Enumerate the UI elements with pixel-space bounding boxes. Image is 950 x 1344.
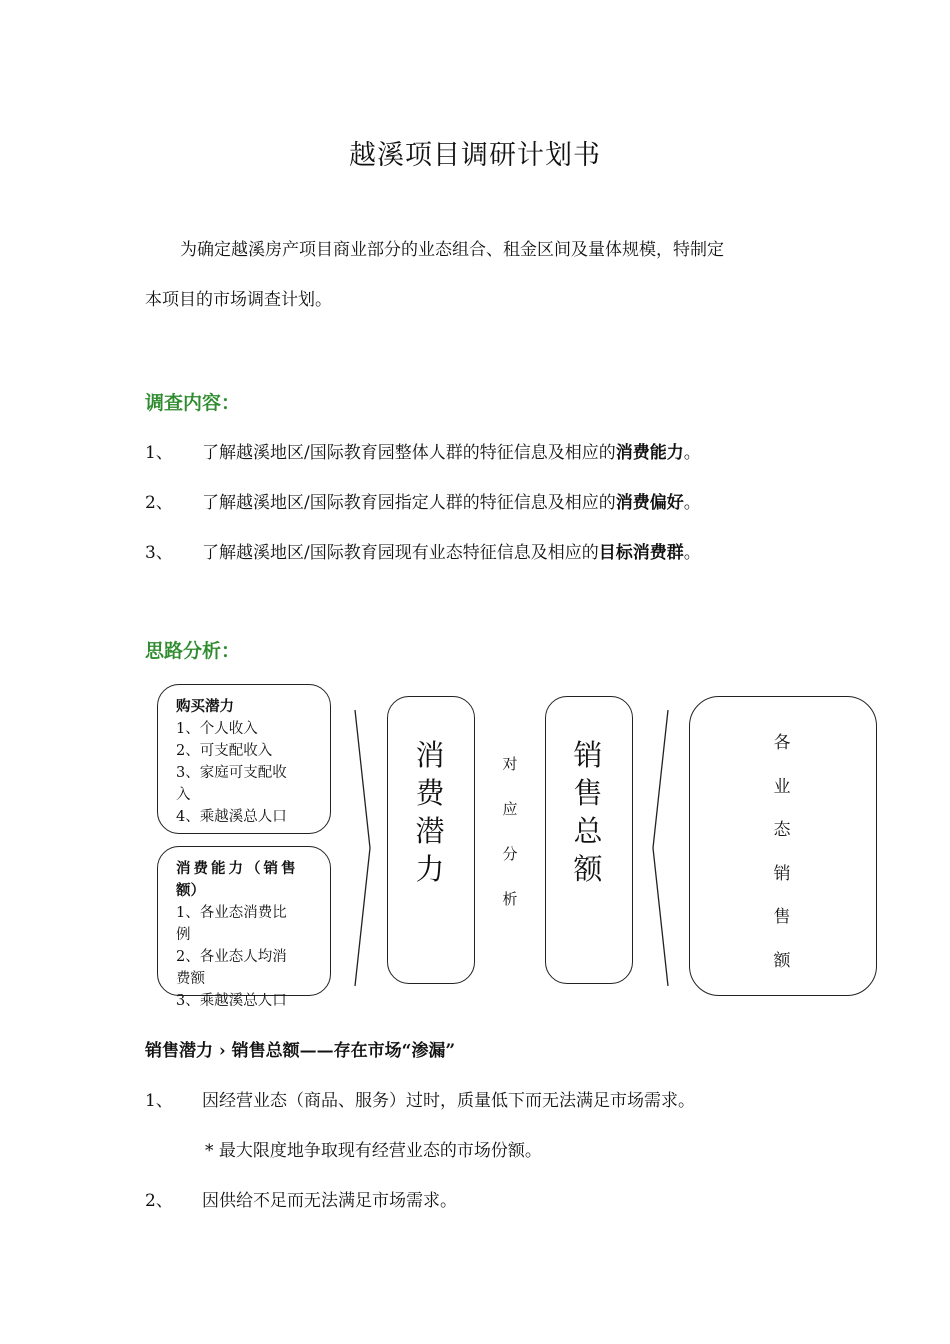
- purchase-potential-line: 2、可支配收入: [176, 743, 273, 759]
- survey-item-2-text: 了解越溪地区/国际教育园指定人群的特征信息及相应的: [202, 493, 616, 513]
- right-chevron-arrow: [350, 708, 375, 988]
- format-char: 业: [773, 776, 791, 797]
- format-char: 各: [773, 733, 791, 753]
- consumption-potential-label: [410, 736, 450, 888]
- format-char: 销: [773, 863, 791, 884]
- conclusion-item-1-number: 1、: [145, 1091, 173, 1111]
- survey-item-2-keyword: 消费偏好: [615, 493, 684, 513]
- survey-item-3-number: 3、: [145, 543, 173, 563]
- survey-heading: 调查内容：: [145, 392, 241, 414]
- survey-item-1-end: 。: [683, 443, 701, 463]
- purchase-potential-line: 入: [176, 787, 191, 803]
- consumption-capacity-line: 费额: [176, 971, 205, 987]
- purchase-potential-title: 购买潜力: [176, 698, 234, 715]
- consumption-capacity-title-cont: 额）: [176, 882, 205, 899]
- consumption-capacity-title: 消费能力（销售: [176, 860, 299, 877]
- survey-item-1: [202, 438, 701, 463]
- document-title: 越溪项目调研计划书: [349, 140, 601, 171]
- sales-char: 额: [573, 852, 603, 886]
- format-char: 态: [773, 820, 791, 840]
- potential-char: 力: [415, 852, 445, 886]
- purchase-potential-line: 4、乘越溪总人口: [176, 809, 287, 825]
- format-char: 额: [773, 950, 791, 971]
- potential-char: 费: [415, 776, 445, 810]
- intro-line-2: 本项目的市场调查计划。: [145, 290, 332, 310]
- survey-item-2-number: 2、: [145, 493, 173, 513]
- survey-item-3-keyword: 目标消费群: [598, 543, 684, 563]
- survey-item-3-end: 。: [683, 543, 701, 563]
- conclusion-heading: 销售潜力 › 销售总额——存在市场“渗漏”: [145, 1041, 456, 1061]
- sales-char: 售: [573, 776, 603, 810]
- conclusion-note: * 最大限度地争取现有经营业态的市场份额。: [205, 1141, 542, 1161]
- consumption-capacity-line: 例: [176, 927, 191, 943]
- left-chevron-arrow: [650, 708, 675, 988]
- survey-item-1-text: 了解越溪地区/国际教育园整体人群的特征信息及相应的: [202, 443, 616, 463]
- survey-item-3-text: 了解越溪地区/国际教育园现有业态特征信息及相应的: [202, 543, 599, 563]
- sales-char: 总: [573, 814, 603, 848]
- purchase-potential-line: 3、家庭可支配收: [176, 765, 287, 781]
- format-char: 售: [773, 907, 791, 927]
- middle-char: 分: [502, 845, 518, 863]
- middle-char: 对: [502, 755, 518, 773]
- analysis-heading: 思路分析：: [145, 640, 241, 662]
- purchase-potential-text: [176, 696, 326, 828]
- consumption-capacity-text: [176, 858, 326, 1012]
- conclusion-item-2-number: 2、: [145, 1191, 173, 1211]
- intro-line-1: 为确定越溪房产项目商业部分的业态组合、租金区间及量体规模，特制定: [180, 240, 724, 260]
- correspondence-analysis-label: [498, 742, 522, 922]
- potential-char: 潜: [415, 814, 445, 848]
- survey-item-2: [202, 488, 701, 513]
- survey-item-1-number: 1、: [145, 443, 173, 463]
- sales-total-label: [568, 736, 608, 888]
- purchase-potential-line: 1、个人收入: [176, 721, 258, 737]
- conclusion-item-2: 因供给不足而无法满足市场需求。: [202, 1191, 457, 1211]
- conclusion-item-1: 因经营业态（商品、服务）过时，质量低下而无法满足市场需求。: [202, 1091, 695, 1111]
- survey-item-2-end: 。: [683, 493, 701, 513]
- consumption-capacity-line: 1、各业态消费比: [176, 905, 287, 921]
- survey-item-1-keyword: 消费能力: [615, 443, 684, 463]
- middle-char: 析: [502, 890, 518, 908]
- middle-char: 应: [502, 800, 518, 818]
- sales-char: 销: [573, 738, 603, 772]
- potential-char: 消: [415, 738, 445, 772]
- consumption-capacity-line: 2、各业态人均消: [176, 949, 287, 965]
- consumption-capacity-line: 3、乘越溪总人口: [176, 993, 287, 1009]
- survey-item-3: [202, 538, 701, 563]
- format-sales-label: [767, 722, 797, 983]
